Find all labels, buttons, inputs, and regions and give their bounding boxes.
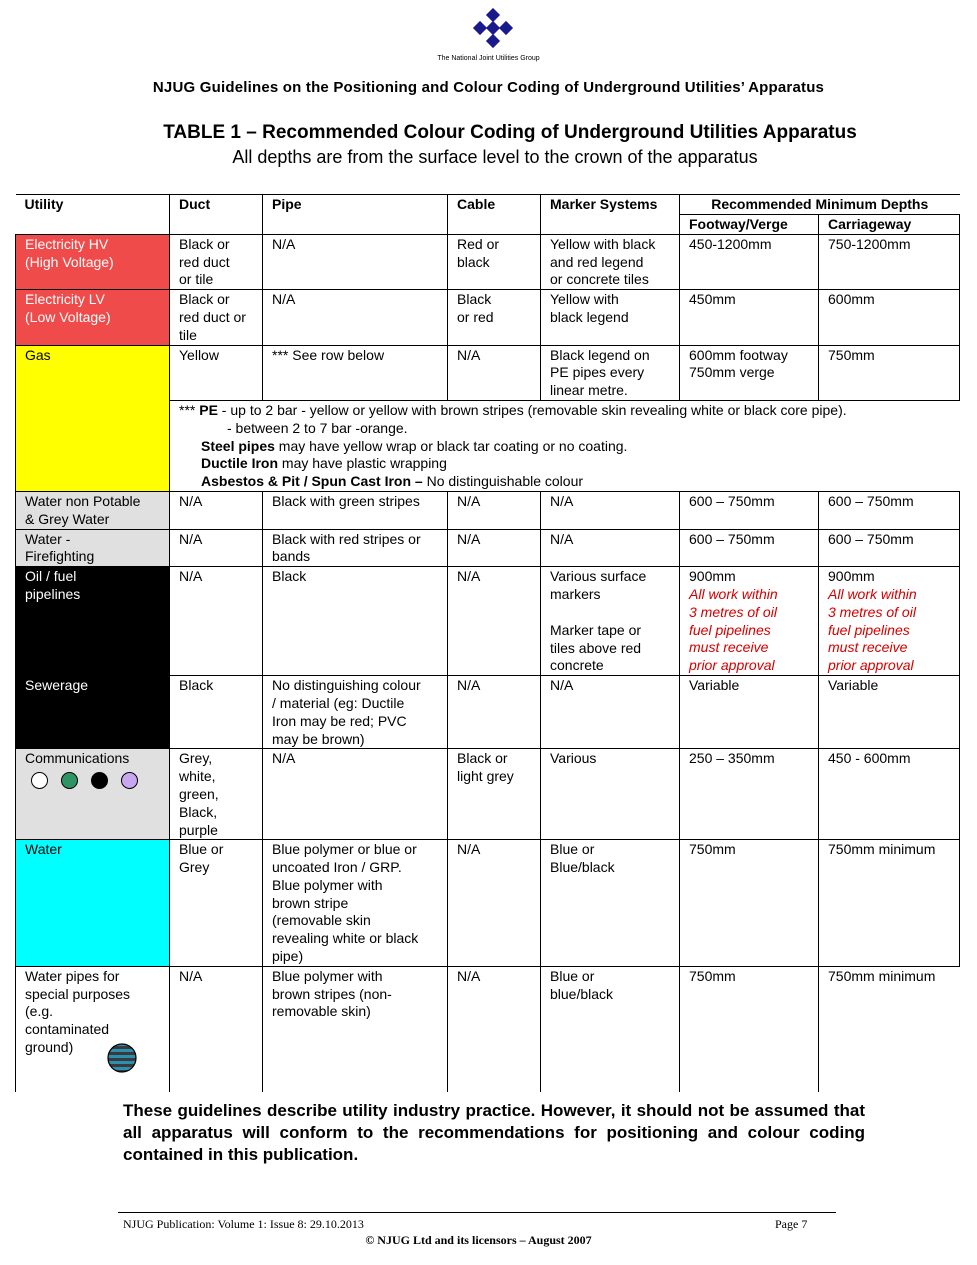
table-row: Gas Yellow *** See row below N/A Black legend on PE pipes every linear metre. 600mm footway 750mm verge 750mm (16, 345, 960, 400)
green-dot-icon (61, 772, 78, 789)
col-footway: Footway/Verge (680, 215, 819, 235)
contaminated-pipe-icon (107, 1043, 137, 1073)
table-row: Oil / fuel pipelines N/A Black N/A Various surface markers Marker tape or tiles above red concrete 900mm All work within 3 metres of oil fuel pipelines must receive prior approval 900mm All work within 3 metres of oil fuel pipelines must receive prior approval (16, 567, 960, 676)
utility-electricity-lv: Electricity LV (Low Voltage) (16, 290, 170, 345)
footer-publication: NJUG Publication: Volume 1: Issue 8: 29.10.2013 (123, 1217, 364, 1231)
footer-page-number: Page 7 (775, 1217, 808, 1231)
table-subtitle: All depths are from the surface level to the crown of the apparatus (232, 147, 758, 167)
purple-dot-icon (121, 772, 138, 789)
table-title: TABLE 1 – Recommended Colour Coding of Underground Utilities Apparatus (163, 122, 857, 143)
utility-electricity-hv: Electricity HV (High Voltage) (16, 234, 170, 289)
col-carriageway: Carriageway (819, 215, 960, 235)
table-row: Communications Grey, white, green, Black, purple N/A Black or light grey Various 250 – 350mm 450 - 600mm (16, 749, 960, 840)
col-duct: Duct (170, 195, 263, 235)
table-row: Water - Firefighting N/A Black with red stripes or bands N/A N/A 600 – 750mm 600 – 750mm (16, 529, 960, 567)
utility-oil-fuel: Oil / fuel pipelines (16, 567, 170, 676)
col-depths: Recommended Minimum Depths (680, 195, 960, 215)
colour-coding-table (15, 194, 960, 1092)
table-row: Water pipes for special purposes (e.g. contaminated ground) N/A Blue polymer with brown stripes (non- removable skin) N/A Blue or blue/black 750mm 750mm minimum (16, 966, 960, 1092)
table-row: Water Blue or Grey Blue polymer or blue or uncoated Iron / GRP. Blue polymer with brown stripe (removable skin revealing white or black pipe) N/A Blue or Blue/black 750mm 750mm minimum (16, 840, 960, 967)
table-row: Water non Potable & Grey Water N/A Black with green stripes N/A N/A 600 – 750mm 600 – 750mm (16, 491, 960, 529)
utility-sewerage: Sewerage (16, 676, 170, 749)
disclaimer: These guidelines describe utility industry practice. However, it should not be assumed that all apparatus will conform to the recommendations for positioning and colour coding contained in this publication. (123, 1101, 865, 1164)
utility-water-special: Water pipes for special purposes (e.g. contaminated ground) (16, 966, 170, 1092)
logo-caption: The National Joint Utilities Group (437, 55, 540, 62)
njug-logo-icon (472, 8, 514, 54)
utility-communications: Communications (16, 749, 170, 840)
gas-pipe-note: *** PE - up to 2 bar - yellow or yellow with brown stripes (removable skin revealing white or black core pipe). - between 2 to 7 bar -orange. Steel pipes may have yellow wrap or black tar coating or no coating. Ductile Iron may have plastic wrapping Asbestos & Pit / Spun Cast Iron – No distinguishable colour (170, 400, 960, 491)
col-marker: Marker Systems (541, 195, 680, 235)
utility-water-firefighting: Water - Firefighting (16, 529, 170, 567)
col-utility: Utility (16, 195, 170, 235)
col-pipe: Pipe (263, 195, 448, 235)
table-row: Electricity HV (High Voltage) Black or red duct or tile N/A Red or black Yellow with black and red legend or concrete tiles 450-1200mm 750-1200mm (16, 234, 960, 289)
document-title: NJUG Guidelines on the Positioning and Colour Coding of Underground Utilities’ Apparatus (152, 79, 825, 96)
communications-colour-dots (25, 772, 160, 789)
utility-water: Water (16, 840, 170, 967)
utility-water-non-potable: Water non Potable & Grey Water (16, 491, 170, 529)
footer-copyright: © NJUG Ltd and its licensors – August 2007 (365, 1233, 592, 1247)
table-row: Sewerage Black No distinguishing colour / material (eg: Ductile Iron may be red; PVC may be brown) N/A N/A Variable Variable (16, 676, 960, 749)
table-row: Electricity LV (Low Voltage) Black or red duct or tile N/A Black or red Yellow with black legend 450mm 600mm (16, 290, 960, 345)
black-dot-icon (91, 772, 108, 789)
utility-gas: Gas (16, 345, 170, 491)
footer-divider (118, 1212, 836, 1213)
white-dot-icon (31, 772, 48, 789)
col-cable: Cable (448, 195, 541, 235)
